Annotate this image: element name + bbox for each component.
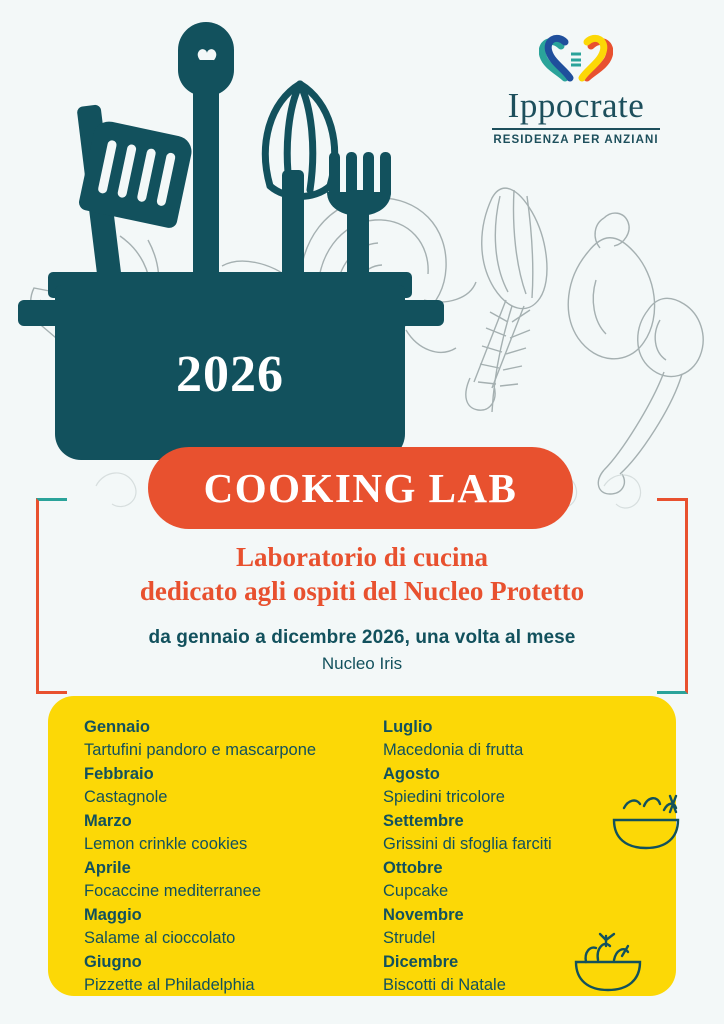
month-label: Dicembre bbox=[383, 953, 459, 971]
dish-label: Cupcake bbox=[383, 882, 449, 900]
menu-item bbox=[84, 857, 355, 903]
dish-label: Pizzette al Philadelphia bbox=[84, 976, 255, 994]
poster-subtitle bbox=[0, 540, 724, 608]
month-label: Agosto bbox=[383, 765, 440, 783]
menu-column-left bbox=[84, 716, 355, 996]
dish-label: Tartufini pandoro e mascarpone bbox=[84, 741, 317, 759]
menu-item bbox=[84, 904, 355, 950]
salad-bowl-icon bbox=[570, 930, 646, 992]
subtitle-line-2: dedicato agli ospiti del Nucleo Protetto bbox=[139, 576, 585, 606]
month-label: Marzo bbox=[84, 812, 132, 830]
schedule-line-1: da gennaio a dicembre 2026, una volta al mese bbox=[148, 627, 576, 648]
month-label: Novembre bbox=[383, 906, 464, 924]
dish-label: Spiedini tricolore bbox=[383, 788, 505, 806]
spoon-handle bbox=[193, 60, 219, 290]
dish-label: Grissini di sfoglia farciti bbox=[383, 835, 552, 853]
dish-label: Castagnole bbox=[84, 788, 168, 806]
menu-item bbox=[84, 763, 355, 809]
mixing-bowl-icon bbox=[610, 790, 682, 852]
brand-name: Ippocrate bbox=[507, 86, 645, 125]
menu-item bbox=[383, 716, 654, 762]
dish-label: Focaccine mediterranee bbox=[84, 882, 262, 900]
month-label: Settembre bbox=[383, 812, 464, 830]
month-label: Aprile bbox=[84, 859, 131, 877]
month-label: Giugno bbox=[84, 953, 142, 971]
menu-item bbox=[84, 810, 355, 856]
dish-label: Salame al cioccolato bbox=[84, 929, 236, 947]
subtitle-line-1: Laboratorio di cucina bbox=[235, 542, 488, 572]
dish-label: Lemon crinkle cookies bbox=[84, 835, 248, 853]
menu-item bbox=[84, 716, 355, 762]
poster-year: 2026 bbox=[176, 346, 284, 403]
dish-label: Strudel bbox=[383, 929, 436, 947]
dish-label: Macedonia di frutta bbox=[383, 741, 524, 759]
month-label: Maggio bbox=[84, 906, 142, 924]
schedule-line-2: Nucleo Iris bbox=[321, 654, 403, 673]
brand-tagline: RESIDENZA PER ANZIANI bbox=[493, 134, 659, 146]
month-label: Febbraio bbox=[84, 765, 154, 783]
menu-item bbox=[383, 857, 654, 903]
menu-item bbox=[84, 951, 355, 996]
month-label: Luglio bbox=[383, 718, 433, 736]
month-label: Gennaio bbox=[84, 718, 151, 736]
poster-schedule bbox=[0, 625, 724, 677]
cooking-lab-banner bbox=[148, 447, 573, 529]
month-label: Ottobre bbox=[383, 859, 443, 877]
banner-title: COOKING LAB bbox=[203, 465, 518, 511]
dish-label: Biscotti di Natale bbox=[383, 976, 506, 994]
